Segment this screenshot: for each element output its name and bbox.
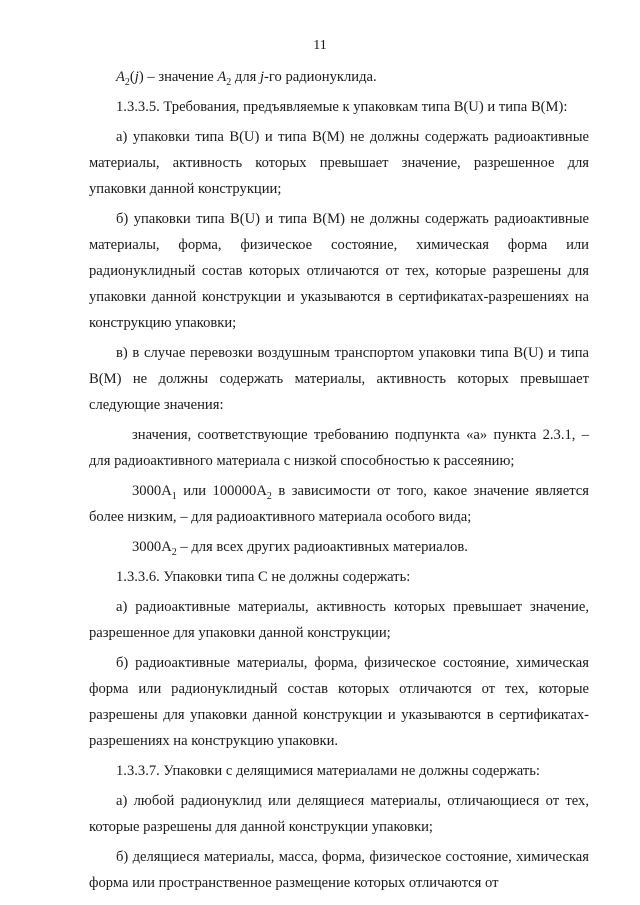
paragraph-1-3-3-6-b: б) радиоактивные материалы, форма, физическое состояние, химическая форма или радионуклидный состав которых отличаются от тех, которые разрешены для упаковки данной конструкции и указываются в сертификатах-разрешениях на конструкцию упаковки. [89, 655, 589, 749]
paragraph-1-3-3-7-a: а) любой радионуклид или делящиеся материалы, отличающиеся от тех, которые разрешены для данной конструкции упаковки; [89, 793, 589, 835]
paragraph-other-materials [89, 534, 589, 560]
paragraph-a2-definition [89, 64, 589, 90]
text-or-100000a: или 100000A [176, 483, 267, 499]
paragraph-1-3-3-6: 1.3.3.6. Упаковки типа C не должны содержать: [116, 569, 411, 585]
subscript-2-fourth: 2 [171, 546, 177, 558]
text-for: для [231, 69, 260, 85]
paragraph-special-form [89, 478, 589, 530]
text-3000a-second: 3000A [132, 539, 172, 555]
paragraph-1-3-3-5-a: а) упаковки типа B(U) и типа B(M) не должны содержать радиоактивные материалы, активность которых превышает значение, разрешенное для упаковки данной конструкции; [89, 129, 589, 197]
text-paren-open: ( [129, 69, 135, 85]
symbol-j: j [134, 69, 139, 85]
symbol-a: A [116, 69, 125, 85]
text-3000a: 3000A [132, 483, 172, 499]
subscript-2-third: 2 [266, 490, 272, 502]
paragraph-1-3-3-5-b: б) упаковки типа B(U) и типа B(M) не должны содержать радиоактивные материалы, форма, физическое состояние, химическая форма или радионуклидный состав которых отличаются от тех, которые разрешены для упаковки данной конструкции и указываются в сертификатах-разрешениях на конструкцию упаковки; [89, 211, 589, 331]
subscript-2-second: 2 [226, 76, 232, 88]
paragraph-1-3-3-5: 1.3.3.5. Требования, предъявляемые к упаковкам типа B(U) и типа B(M): [116, 99, 568, 115]
text-all-other: – для всех других радиоактивных материалов. [176, 539, 468, 555]
paragraph-1-3-3-6-a: а) радиоактивные материалы, активность которых превышает значение, разрешенное для упаковки данной конструкции; [89, 599, 589, 641]
paragraph-1-3-3-5-v: в) в случае перевозки воздушным транспортом упаковки типа B(U) и типа B(M) не должны содержать материалы, активность которых превышает следующие значения: [89, 345, 589, 413]
text-radionuclide: -го радионуклида. [264, 69, 377, 85]
text-lower-value: в зависимости от того, какое значение является более низким, – для радиоактивного материала особого вида; [89, 483, 589, 525]
paragraph-1-3-3-7-b: б) делящиеся материалы, масса, форма, физическое состояние, химическая форма или пространственное размещение которых отличаются от [89, 849, 589, 891]
paragraph-low-dispersible: значения, соответствующие требованию подпункта «а» пункта 2.3.1, – для радиоактивного материала с низкой способностью к рассеянию; [89, 427, 589, 469]
symbol-j-second: j [259, 69, 265, 85]
symbol-a-second: A [217, 69, 227, 85]
subscript-1: 1 [171, 490, 177, 502]
page-number: 11 [313, 38, 327, 53]
document-body [89, 64, 589, 896]
paragraph-1-3-3-7: 1.3.3.7. Упаковки с делящимися материалами не должны содержать: [116, 763, 540, 779]
text-value-of: ) – значение [138, 69, 218, 85]
subscript-2: 2 [124, 76, 130, 88]
